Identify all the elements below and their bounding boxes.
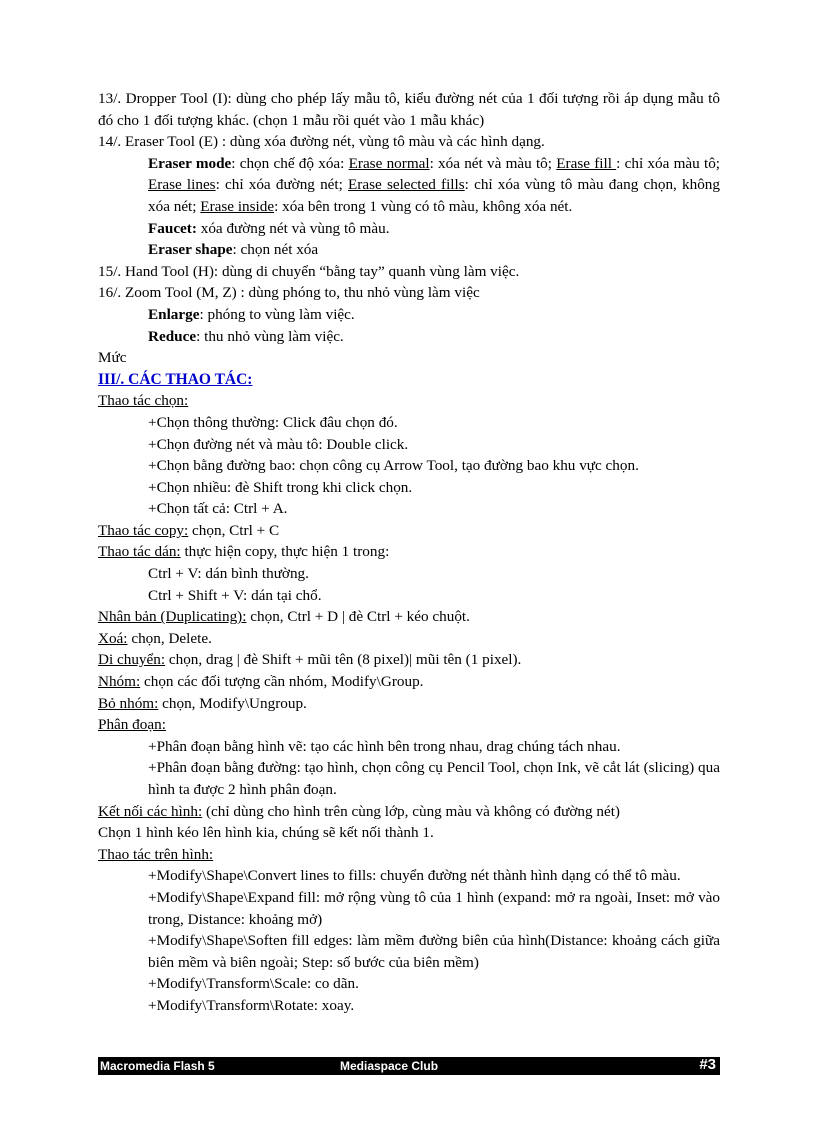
shape-item: +Modify\Shape\Soften fill edges: làm mềm đường biên của hình(Distance: khoảng cách giữa biên mềm và biên ngoài; Step: số bước của biên mềm) <box>148 932 720 971</box>
reduce-label: Reduce <box>148 327 197 345</box>
eraser-tool-line: 14/. Eraser Tool (E) : dùng xóa đường nét, vùng tô màu và các hình dạng. <box>98 133 545 151</box>
move-title: Di chuyển: <box>98 651 166 669</box>
dropper-tool-paragraph: 13/. Dropper Tool (I): dùng cho phép lấy mẫu tô, kiểu đường nét của 1 đối tượng rồi áp dụng mẫu tô đó cho 1 đối tượng khác. (chọn 1 mẫu rồi quét vào 1 mẫu khác) <box>98 90 720 129</box>
copy-title: Thao tác copy: <box>98 521 189 539</box>
shape-item: +Modify\Transform\Rotate: xoay. <box>148 996 355 1014</box>
page-number: #3 <box>699 1056 716 1073</box>
eraser-mode-paragraph <box>98 153 720 218</box>
shape-item: +Modify\Shape\Convert lines to fills: chuyển đường nét thành hình dạng có thể tô màu. <box>148 867 681 885</box>
split-title: Phân đoạn: <box>98 716 166 734</box>
group-title: Nhóm: <box>98 673 141 691</box>
eraser-mode-text-2: : xóa nét và màu tô; <box>429 154 557 172</box>
page-footer <box>98 1057 720 1075</box>
paste-item: Ctrl + Shift + V: dán tại chổ. <box>148 586 322 604</box>
zoom-tool-line: 16/. Zoom Tool (M, Z) : dùng phóng to, thu nhỏ vùng làm việc <box>98 284 480 302</box>
enlarge-line <box>98 304 720 326</box>
select-item: +Chọn nhiều: đè Shift trong khi click chọn. <box>148 478 413 496</box>
split-item: +Phân đoạn bằng đường: tạo hình, chọn công cụ Pencil Tool, chọn Ink, vẽ cắt lát (slicing) qua hình ta được 2 hình phân đoạn. <box>148 759 720 798</box>
connect-line-2: Chọn 1 hình kéo lên hình kia, chúng sẽ kết nối thành 1. <box>98 824 434 842</box>
move-line <box>98 649 720 671</box>
erase-normal-term: Erase normal <box>348 154 430 172</box>
connect-text: (chỉ dùng cho hình trên cùng lớp, cùng màu và không có đường nét) <box>202 802 620 820</box>
paste-text: thực hiện copy, thực hiện 1 trong: <box>180 543 390 561</box>
group-text: chọn các đối tượng cần nhóm, Modify\Group. <box>140 673 424 691</box>
delete-title: Xoá: <box>98 629 128 647</box>
delete-text: chọn, Delete. <box>127 629 212 647</box>
faucet-text: xóa đường nét và vùng tô màu. <box>196 219 390 237</box>
muc-line: Mức <box>98 349 127 367</box>
group-line <box>98 671 720 693</box>
erase-lines-term: Erase lines <box>148 176 216 194</box>
shape-item: +Modify\Shape\Expand fill: mở rộng vùng tô của 1 hình (expand: mở ra ngoài, Inset: mở vào trong, Distance: khoảng mở) <box>148 888 720 928</box>
select-title: Thao tác chọn: <box>98 392 189 410</box>
enlarge-text: : phóng to vùng làm việc. <box>199 305 355 323</box>
eraser-shape-text: : chọn nét xóa <box>232 241 319 259</box>
ungroup-title: Bỏ nhóm: <box>98 694 159 712</box>
split-item: +Phân đoạn bằng hình vẽ: tạo các hình bên trong nhau, drag chúng tách nhau. <box>148 737 621 755</box>
copy-text: chọn, Ctrl + C <box>188 521 280 539</box>
paste-line <box>98 541 720 563</box>
document-page <box>98 88 720 1017</box>
delete-line <box>98 628 720 650</box>
section-heading: III/. CÁC THAO TÁC: <box>98 370 253 388</box>
duplicate-line <box>98 606 720 628</box>
select-item: +Chọn thông thường: Click đâu chọn đó. <box>148 413 398 431</box>
paste-title: Thao tác dán: <box>98 543 181 561</box>
paste-item: Ctrl + V: dán bình thường. <box>148 565 309 583</box>
erase-fill-term: Erase fill <box>556 154 617 172</box>
select-item: +Chọn đường nét và màu tô: Double click. <box>148 435 409 453</box>
select-item: +Chọn bằng đường bao: chọn công cụ Arrow Tool, tạo đường bao khu vực chọn. <box>148 457 639 475</box>
duplicate-text: chọn, Ctrl + D | đè Ctrl + kéo chuột. <box>246 608 470 626</box>
eraser-mode-text-4: : chỉ xóa đường nét; <box>215 176 349 194</box>
move-text: chọn, drag | đè Shift + mũi tên (8 pixel)| mũi tên (1 pixel). <box>165 651 522 669</box>
eraser-mode-text-1: : chọn chế độ xóa: <box>231 154 349 172</box>
faucet-line <box>98 218 720 240</box>
enlarge-label: Enlarge <box>148 305 200 323</box>
faucet-label: Faucet: <box>148 219 197 237</box>
connect-title: Kết nối các hình: <box>98 802 203 820</box>
erase-inside-term: Erase inside <box>200 197 275 215</box>
footer-center: Mediaspace Club <box>340 1059 439 1073</box>
shape-item: +Modify\Transform\Scale: co dãn. <box>148 975 359 993</box>
eraser-mode-label: Eraser mode <box>148 154 232 172</box>
ungroup-text: chọn, Modify\Ungroup. <box>158 694 307 712</box>
select-item: +Chọn tất cả: Ctrl + A. <box>148 500 288 518</box>
erase-selected-fills-term: Erase selected fills <box>348 176 465 194</box>
hand-tool-line: 15/. Hand Tool (H): dùng di chuyển “bằng tay” quanh vùng làm việc. <box>98 262 520 280</box>
eraser-shape-line <box>98 239 720 261</box>
eraser-mode-text-6: : xóa bên trong 1 vùng có tô màu, không xóa nét. <box>274 197 573 215</box>
shape-title: Thao tác trên hình: <box>98 845 214 863</box>
eraser-mode-text-3: : chỉ xóa màu tô; <box>616 154 721 172</box>
reduce-line <box>98 326 720 348</box>
eraser-mode-text-5: : chỉ xóa vùng tô màu đang chọn, không xóa nét; <box>148 176 720 215</box>
duplicate-title: Nhân bản (Duplicating): <box>98 608 247 626</box>
ungroup-line <box>98 693 720 715</box>
copy-line <box>98 520 720 542</box>
reduce-text: : thu nhỏ vùng làm việc. <box>196 327 344 345</box>
footer-left: Macromedia Flash 5 <box>100 1059 215 1073</box>
eraser-shape-label: Eraser shape <box>148 241 233 259</box>
connect-line <box>98 801 720 823</box>
